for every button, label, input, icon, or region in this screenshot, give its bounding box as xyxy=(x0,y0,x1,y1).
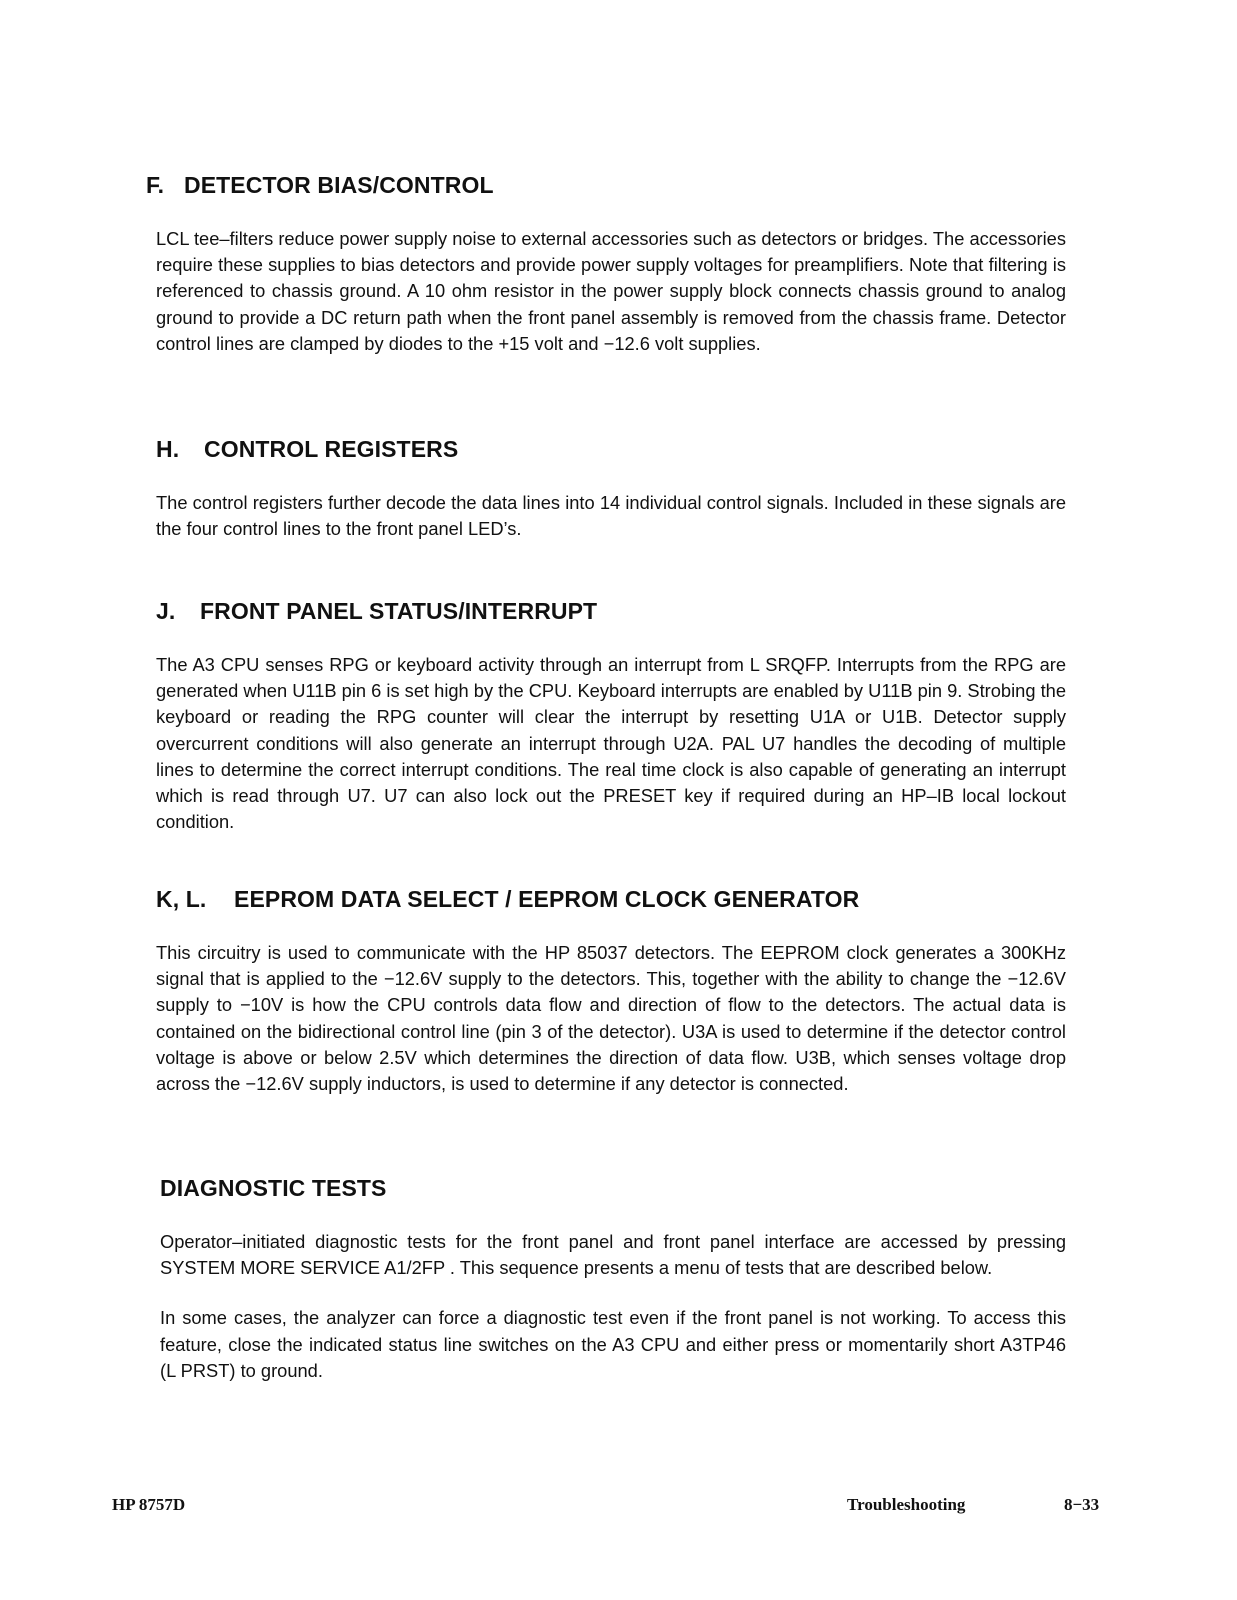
section-heading xyxy=(160,1173,1066,1203)
section-title: EEPROM DATA SELECT / EEPROM CLOCK GENERATOR xyxy=(234,886,860,912)
section-title: DIAGNOSTIC TESTS xyxy=(160,1175,387,1201)
section-eeprom xyxy=(156,884,1066,1097)
section-paragraph: LCL tee–filters reduce power supply noise to external accessories such as detectors or bridges. The accessories require these supplies to bias detectors and provide power supply voltages for preamplifiers. Note that filtering is referenced to chassis ground. A 10 ohm resistor in the power supply block connects chassis ground to analog ground to provide a DC return path when the front panel assembly is removed from the chassis frame. Detector control lines are clamped by diodes to the +15 volt and −12.6 volt supplies. xyxy=(156,228,1066,354)
section-letter: F. xyxy=(146,172,165,198)
section-paragraph: The A3 CPU senses RPG or keyboard activity through an interrupt from L SRQFP. Interrupts from the RPG are generated when U11B pin 6 is set high by the CPU. Keyboard interrupts are enabled by U11B pin 9. Strobing the keyboard or reading the RPG counter will clear the interrupt by resetting U1A or U1B. Detector supply overcurrent conditions will also generate an interrupt through U2A. PAL U7 handles the decoding of multiple lines to determine the correct interrupt conditions. The real time clock is also capable of generating an interrupt which is read through U7. U7 can also lock out the PRESET key if required during an HP–IB local lockout condition. xyxy=(156,654,1066,833)
footer-model: HP 8757D xyxy=(112,1495,186,1514)
section-heading xyxy=(146,170,1066,200)
section-title: FRONT PANEL STATUS/INTERRUPT xyxy=(200,598,598,624)
section-detector-bias-control xyxy=(146,170,1066,357)
section-heading xyxy=(156,884,1066,914)
section-front-panel-status-interrupt xyxy=(156,596,1066,835)
section-control-registers xyxy=(156,434,1066,542)
section-paragraph: In some cases, the analyzer can force a diagnostic test even if the front panel is not working. To access this feature, close the indicated status line switches on the A3 CPU and either press or momentarily short A3TP46 (L PRST) to ground. xyxy=(160,1307,1066,1381)
section-paragraph: The control registers further decode the data lines into 14 individual control signals. Included in these signals are the four control lines to the front panel LED’s. xyxy=(156,492,1066,540)
section-title: CONTROL REGISTERS xyxy=(204,436,459,462)
footer-chapter: Troubleshooting xyxy=(847,1495,966,1514)
section-paragraph: This circuitry is used to communicate with the HP 85037 detectors. The EEPROM clock generates a 300KHz signal that is applied to the −12.6V supply to the detectors. This, together with the ability to change the −12.6V supply to −10V is how the CPU controls data flow and direction of flow to the detectors. The actual data is contained on the bidirectional control line (pin 3 of the detector). U3A is used to determine if the detector control voltage is above or below 2.5V which determines the direction of data flow. U3B, which senses voltage drop across the −12.6V supply inductors, is used to determine if any detector is connected. xyxy=(156,942,1066,1095)
section-heading xyxy=(156,596,1066,626)
section-letter: H. xyxy=(156,436,180,462)
section-paragraph: Operator–initiated diagnostic tests for the front panel and front panel interface are accessed by pressing SYSTEM MORE SERVICE A1/2FP . This sequence presents a menu of tests that are described below. xyxy=(160,1231,1066,1279)
section-heading xyxy=(156,434,1066,464)
section-title: DETECTOR BIAS/CONTROL xyxy=(184,172,494,198)
footer-page-number: 8−33 xyxy=(1064,1495,1100,1514)
section-letter: J. xyxy=(156,598,176,624)
section-diagnostic-tests xyxy=(160,1173,1066,1384)
section-letter: K, L. xyxy=(156,886,207,912)
